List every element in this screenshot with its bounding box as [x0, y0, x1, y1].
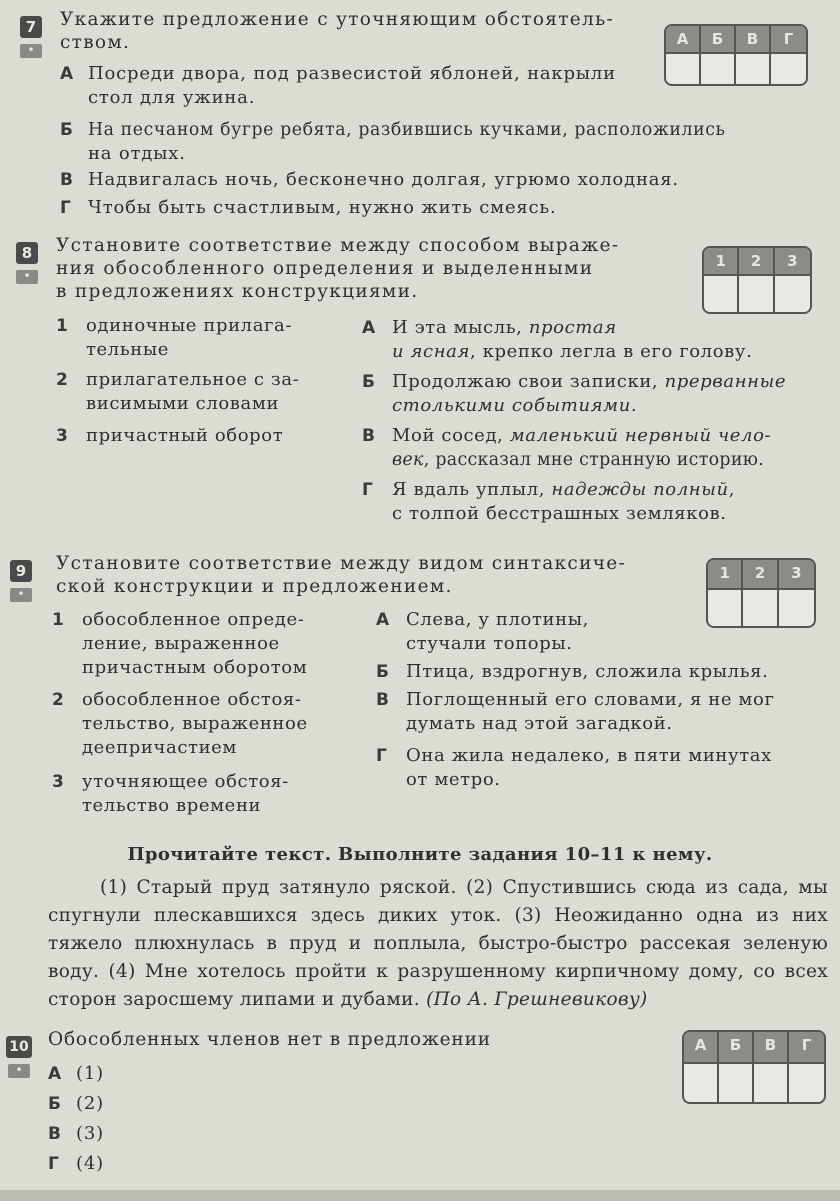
- reading-instruction: Прочитайте текст. Выполните задания 10–11 к нему.: [127, 844, 713, 865]
- question-10-marker: •: [8, 1064, 30, 1078]
- item-number: 1: [52, 610, 65, 630]
- option-letter: Б: [48, 1094, 62, 1114]
- answer-grid-7: [664, 24, 808, 86]
- item-text: висимыми словами: [86, 393, 280, 414]
- sentence-text: Я вдаль уплыл,: [392, 479, 552, 500]
- option-text: на отдых.: [88, 143, 186, 164]
- answer-cell[interactable]: [719, 1062, 754, 1102]
- question-8-prompt: [56, 234, 636, 303]
- question-9-prompt: [56, 552, 636, 598]
- reading-source: (По А. Грешневикову): [426, 989, 648, 1010]
- question-7-option-b: [60, 118, 830, 166]
- option-text: (3): [76, 1123, 104, 1144]
- answer-grid-10: [682, 1030, 826, 1104]
- option-text: Посреди двора, под развесистой яблоней, накрыли: [88, 63, 616, 84]
- sentence-text: от метро.: [406, 769, 501, 790]
- answer-cell[interactable]: [771, 52, 806, 84]
- question-7-option-d: [60, 196, 830, 220]
- grid-header: 3: [779, 560, 814, 588]
- highlighted-construction: прерванные: [664, 371, 787, 392]
- question-7-number: 7: [20, 16, 42, 38]
- sentence-text: ,: [728, 479, 736, 500]
- item-text: ление, выраженное: [82, 633, 280, 654]
- question-7-marker: •: [20, 44, 42, 58]
- question-9-right-a: [376, 608, 832, 656]
- item-letter: Б: [376, 662, 390, 682]
- answer-cell[interactable]: [666, 52, 701, 84]
- option-text: стол для ужина.: [88, 87, 256, 108]
- sentence-text: Птица, вздрогнув, сложила крылья.: [406, 661, 769, 682]
- answer-grid-8: [702, 246, 812, 314]
- question-7-prompt-line: Укажите предложение с уточняющим обстоятель-: [60, 9, 615, 30]
- grid-header: 3: [775, 248, 810, 274]
- sentence-text: .: [630, 395, 638, 416]
- item-number: 1: [56, 316, 69, 336]
- answer-cell[interactable]: [754, 1062, 789, 1102]
- option-text: (1): [76, 1063, 104, 1084]
- question-9-right-c: [376, 688, 832, 736]
- item-text: одиночные прилага-: [86, 315, 293, 336]
- sentence-text: Мой сосед,: [392, 425, 510, 446]
- answer-cell[interactable]: [701, 52, 736, 84]
- question-7-option-c: [60, 168, 830, 192]
- question-8-right-a: [362, 316, 832, 364]
- item-text: причастный оборот: [86, 425, 284, 446]
- option-letter: В: [48, 1124, 62, 1144]
- sentence-text: , рассказал мне странную историю.: [423, 450, 764, 470]
- question-10-option-c: [48, 1122, 248, 1146]
- answer-cell[interactable]: [789, 1062, 824, 1102]
- question-9-left-3: [52, 770, 372, 818]
- reading-text: [48, 874, 828, 1014]
- option-text: На песчаном бугре ребята, разбившись кучками, расположились: [88, 120, 726, 140]
- item-text: причастным оборотом: [82, 657, 308, 678]
- item-text: деепричастием: [82, 737, 238, 758]
- answer-cell[interactable]: [775, 274, 810, 312]
- option-letter: А: [48, 1064, 62, 1084]
- item-number: 3: [52, 772, 65, 792]
- item-number: 2: [52, 690, 65, 710]
- question-9-prompt-line: Установите соответствие между видом синтаксиче-: [56, 553, 627, 574]
- grid-header: 1: [708, 560, 743, 588]
- sentence-text: думать над этой загадкой.: [406, 713, 673, 734]
- sentence-text: стучали топоры.: [406, 633, 573, 654]
- grid-header: 1: [704, 248, 739, 274]
- question-9-right-b: [376, 660, 832, 684]
- item-text: тельство, выраженное: [82, 713, 308, 734]
- question-9-marker: •: [10, 588, 32, 602]
- question-8-prompt-line: ния обособленного определения и выделенными: [56, 258, 594, 279]
- option-letter: Б: [60, 120, 74, 140]
- highlighted-construction: маленький нервный чело-: [509, 425, 772, 446]
- question-8-right-b: [362, 370, 832, 418]
- question-8-number: 8: [16, 242, 38, 264]
- question-10-option-a: [48, 1062, 248, 1086]
- question-9-left-1: [52, 608, 372, 680]
- item-text: обособленное опреде-: [82, 609, 305, 630]
- highlighted-construction: надежды полный: [551, 479, 729, 500]
- grid-header: В: [754, 1032, 789, 1062]
- highlighted-construction: и ясная: [392, 341, 471, 362]
- grid-header: 2: [739, 248, 774, 274]
- item-letter: А: [362, 318, 376, 338]
- question-8-prompt-line: в предложениях конструкциями.: [56, 281, 419, 302]
- sentence-text: Поглощенный его словами, я не мог: [406, 689, 775, 710]
- item-text: тельные: [86, 339, 170, 360]
- question-8-left-3: [56, 424, 356, 448]
- grid-header: Г: [771, 26, 806, 52]
- question-9-left-2: [52, 688, 372, 760]
- item-letter: В: [376, 690, 390, 710]
- highlighted-construction: простая: [528, 317, 617, 338]
- highlighted-construction: век: [392, 450, 424, 470]
- option-letter: А: [60, 64, 74, 84]
- grid-header: Б: [719, 1032, 754, 1062]
- question-8-right-d: [362, 478, 832, 526]
- answer-cell[interactable]: [684, 1062, 719, 1102]
- item-letter: А: [376, 610, 390, 630]
- grid-header: А: [684, 1032, 719, 1062]
- option-text: Чтобы быть счастливым, нужно жить смеясь.: [88, 197, 557, 218]
- sentence-text: , крепко легла в его голову.: [470, 341, 753, 362]
- item-number: 2: [56, 370, 69, 390]
- grid-header: А: [666, 26, 701, 52]
- sentence-text: И эта мысль,: [392, 317, 529, 338]
- option-text: (2): [76, 1093, 104, 1114]
- item-text: обособленное обстоя-: [82, 689, 302, 710]
- item-number: 3: [56, 426, 69, 446]
- question-10-prompt: Обособленных членов нет в предложении: [48, 1029, 491, 1050]
- question-7-option-a: [60, 62, 640, 110]
- highlighted-construction: столькими событиями: [392, 395, 631, 416]
- grid-header: 2: [743, 560, 778, 588]
- question-8-left-2: [56, 368, 356, 416]
- question-10-number: 10: [6, 1036, 32, 1058]
- item-text: прилагательное с за-: [86, 369, 300, 390]
- sentence-text: Она жила недалеко, в пяти минутах: [406, 745, 772, 766]
- grid-header: В: [736, 26, 771, 52]
- option-letter: В: [60, 170, 74, 190]
- question-8-right-c: [362, 424, 832, 472]
- item-letter: Б: [362, 372, 376, 392]
- question-8-prompt-line: Установите соответствие между способом выраже-: [56, 235, 620, 256]
- page-bottom-edge: [0, 1190, 840, 1201]
- item-letter: Г: [376, 746, 388, 766]
- question-9-prompt-line: ской конструкции и предложением.: [56, 576, 453, 597]
- option-text: Надвигалась ночь, бесконечно долгая, угрюмо холодная.: [88, 169, 679, 190]
- sentence-text: Продолжаю свои записки,: [392, 371, 665, 392]
- item-text: тельство времени: [82, 795, 262, 816]
- question-8-left-1: [56, 314, 356, 362]
- sentence-text: Слева, у плотины,: [406, 609, 589, 630]
- answer-cell[interactable]: [704, 274, 739, 312]
- grid-header: Г: [789, 1032, 824, 1062]
- question-7-prompt: [60, 8, 630, 54]
- item-letter: В: [362, 426, 376, 446]
- question-8-marker: •: [16, 270, 38, 284]
- option-letter: Г: [60, 198, 72, 218]
- item-text: уточняющее обстоя-: [82, 771, 289, 792]
- question-10-option-d: [48, 1152, 248, 1176]
- question-7-prompt-line: ством.: [60, 32, 131, 53]
- option-letter: Г: [48, 1154, 60, 1174]
- answer-cell[interactable]: [736, 52, 771, 84]
- question-10-option-b: [48, 1092, 248, 1116]
- item-letter: Г: [362, 480, 374, 500]
- answer-cell[interactable]: [739, 274, 774, 312]
- question-9-right-d: [376, 744, 832, 792]
- question-9-number: 9: [10, 560, 32, 582]
- reading-body: (1) Старый пруд затянуло ряской. (2) Спустившись сюда из сада, мы спугнули плескавшихся здесь диких уток. (3) Неожиданно одна из них тяжело плюхнулась в пруд и поплыла, быстро-быстро рассекая зеленую воду. (4) Мне хотелось пройти к разрушенному кирпичному дому, со всех сторон заросшему липами и дубами.: [48, 877, 828, 1010]
- sentence-text: с толпой бесстрашных земляков.: [392, 503, 727, 524]
- option-text: (4): [76, 1153, 104, 1174]
- grid-header: Б: [701, 26, 736, 52]
